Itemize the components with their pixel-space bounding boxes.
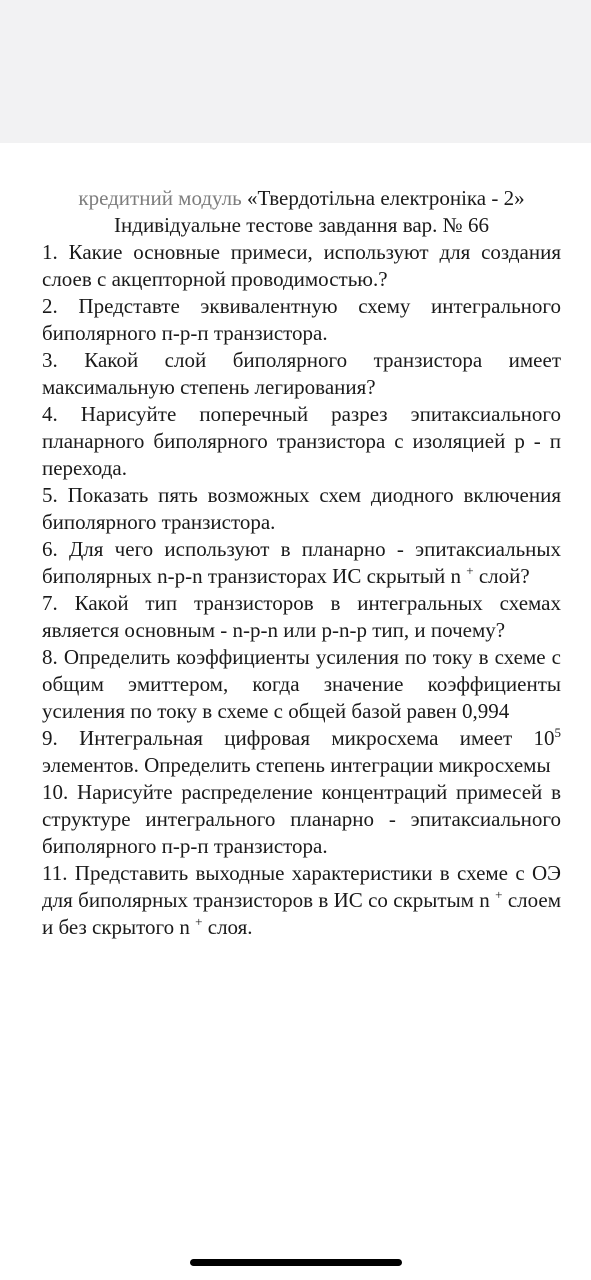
question-7: 7. Какой тип транзисторов в интегральных схемах является основным - n-p-n или p-n-p тип, и почему? [42, 591, 561, 642]
question-8: 8. Определить коэффициенты усиления по току в схеме с общим эмиттером, когда значение коэффициенты усиления по току в схеме с общей базой равен 0,994 [42, 645, 561, 723]
module-prefix: кредитний модуль [78, 186, 242, 210]
top-blank-area [0, 0, 591, 143]
question-5: 5. Показать пять возможных схем диодного включения биполярного транзистора. [42, 483, 561, 534]
question-6-text-end: слой? [478, 564, 530, 588]
superscript-plus: + [195, 914, 203, 929]
question-11-text: 11. Представить выходные характеристики в схеме с ОЭ для биполярных транзисторов в ИС со скрытым n [42, 861, 561, 912]
question-9 [42, 725, 561, 779]
question-9-text: 9. Интегральная цифровая микросхема имеет 10 [42, 726, 555, 750]
question-3: 3. Какой слой биполярного транзистора имеет максимальную степень легирования? [42, 348, 561, 399]
assignment-title: Індивідуальне тестове завдання вар. № 66 [114, 213, 489, 237]
superscript-exponent: 5 [554, 725, 561, 740]
question-11-text-end: слоя. [207, 915, 253, 939]
question-11-text-mid: слоем и без скрытого n [42, 888, 562, 939]
superscript-plus: + [466, 563, 474, 578]
question-10: 10. Нарисуйте распределение концентраций примесей в структуре интегрального планарно - эпитаксиального биполярного п-р-п транзистора. [42, 780, 561, 858]
module-name: «Твердотільна електроніка - 2» [246, 186, 525, 210]
question-11 [42, 860, 561, 941]
question-1: 1. Какие основные примеси, используют для создания слоев с акцепторной проводимостью.? [42, 240, 561, 291]
superscript-plus: + [495, 887, 503, 902]
document-page [42, 185, 561, 941]
question-4: 4. Нарисуйте поперечный разрез эпитаксиального планарного биполярного транзистора с изоляцией р - п перехода. [42, 402, 561, 480]
question-6-text: 6. Для чего используют в планарно - эпитаксиальных биполярных n-p-n транзисторах ИС скрытый n [42, 537, 561, 588]
question-9-text-end: элементов. Определить степень интеграции микросхемы [42, 753, 551, 777]
question-2: 2. Представте эквивалентную схему интегрального биполярного п-р-п транзистора. [42, 294, 561, 345]
question-6 [42, 536, 561, 590]
module-title [42, 185, 561, 212]
home-indicator[interactable] [190, 1259, 402, 1266]
